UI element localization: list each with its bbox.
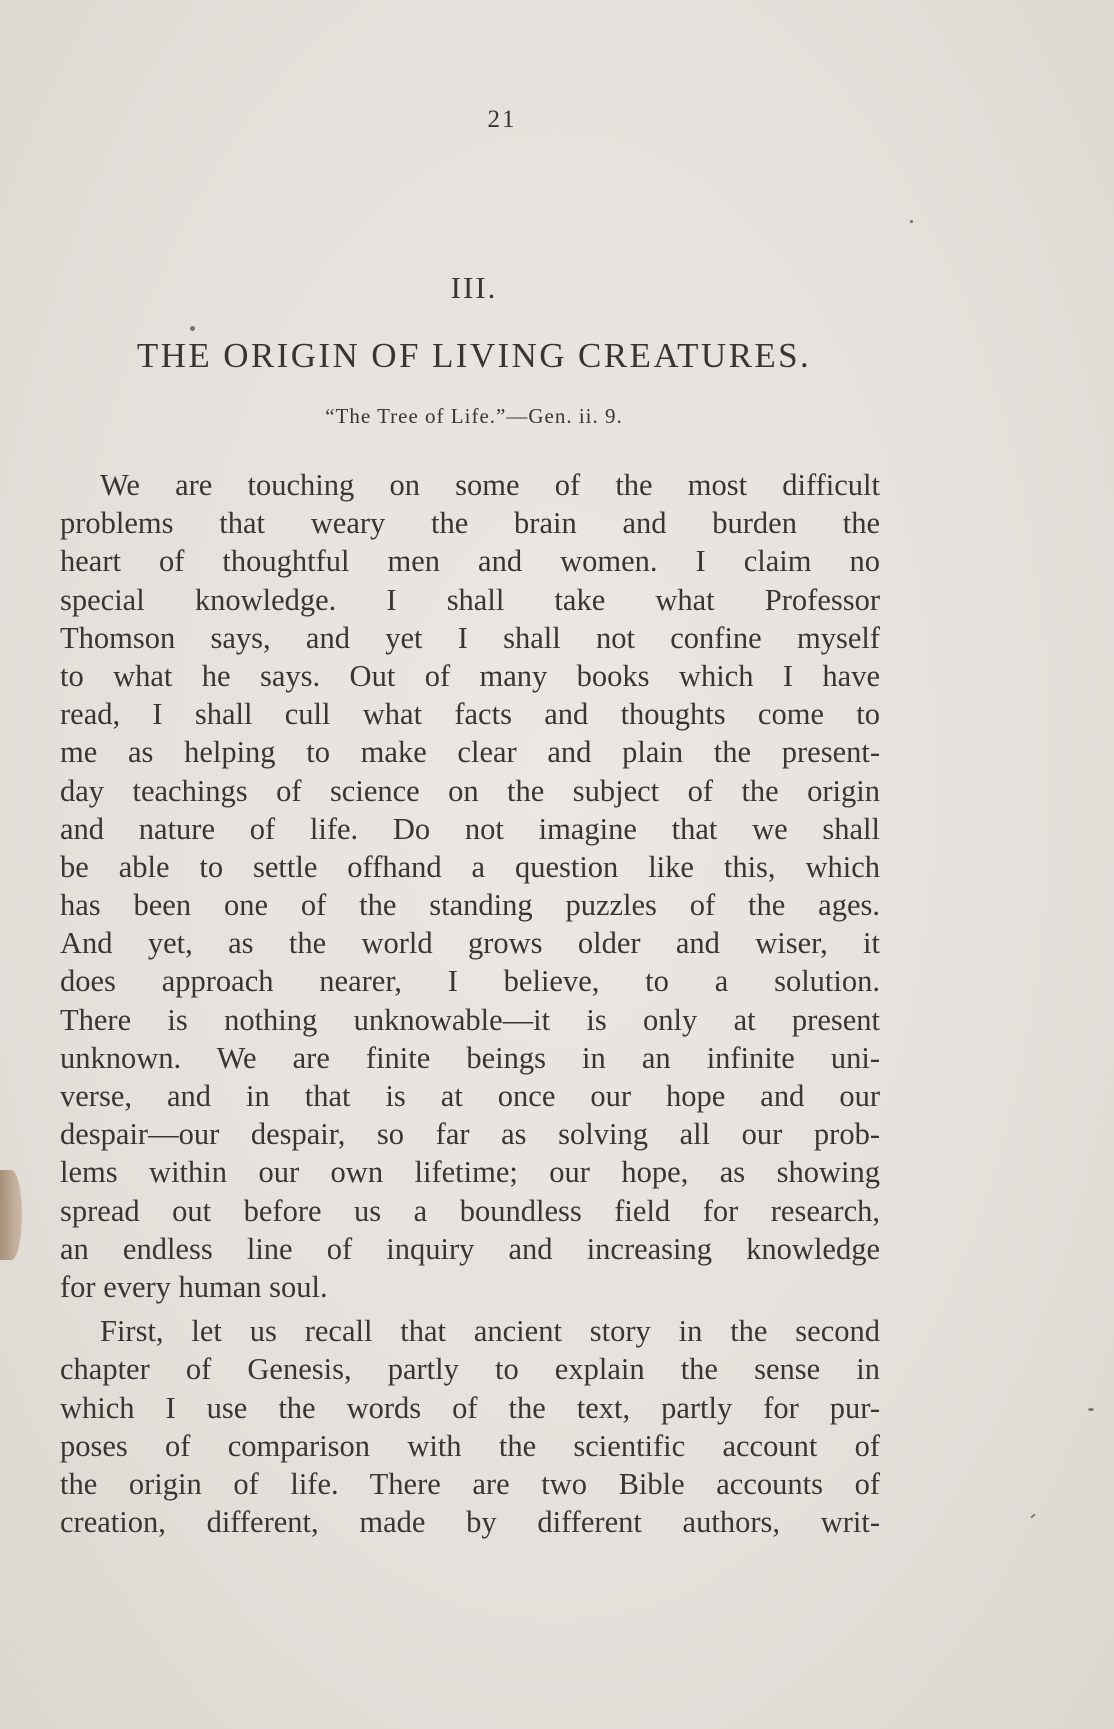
text-line: heart of thoughtful men and women. I claim no — [60, 544, 880, 579]
text-line: There is nothing unknowable—it is only at present — [60, 1002, 880, 1037]
text-line: despair—our despair, so far as solving all our prob- — [60, 1117, 880, 1152]
text-line: special knowledge. I shall take what Professor — [60, 582, 880, 617]
text-line: and nature of life. Do not imagine that we shall — [60, 811, 880, 846]
text-line: day teachings of science on the subject of the origin — [60, 773, 880, 808]
chapter-title: THE ORIGIN OF LIVING CREATURES. — [136, 336, 812, 375]
text-line: poses of comparison with the scientific account of — [60, 1428, 880, 1463]
page-edge-stain — [0, 1170, 22, 1260]
text-line: does approach nearer, I believe, to a solution. — [60, 964, 880, 999]
ink-speck — [1088, 1408, 1094, 1411]
text-line: for every human soul. — [60, 1269, 328, 1304]
text-line: read, I shall cull what facts and thoughts come to — [60, 697, 880, 732]
text-line: creation, different, made by different authors, writ- — [60, 1505, 880, 1540]
text-line: spread out before us a boundless field for research, — [60, 1193, 880, 1228]
text-line: chapter of Genesis, partly to explain the sense in — [60, 1352, 880, 1387]
text-line: me as helping to make clear and plain the present- — [60, 735, 880, 770]
paragraph-2 — [60, 1312, 880, 1541]
ink-speck — [1030, 1513, 1036, 1518]
page-number: 21 — [487, 106, 517, 133]
ink-speck — [910, 220, 913, 223]
body-text — [60, 466, 880, 1541]
chapter-number: III. — [450, 270, 498, 305]
text-line: lems within our own lifetime; our hope, as showing — [60, 1155, 880, 1190]
paragraph-1 — [60, 466, 880, 1306]
show-through-texture — [200, 160, 960, 198]
text-line: unknown. We are finite beings in an infinite uni- — [60, 1040, 880, 1075]
text-line: the origin of life. There are two Bible accounts of — [60, 1466, 880, 1501]
text-line: which I use the words of the text, partly for pur- — [60, 1390, 880, 1425]
chapter-epigraph: “The Tree of Life.”—Gen. ii. 9. — [325, 404, 623, 428]
text-line: problems that weary the brain and burden the — [60, 506, 880, 541]
text-line: verse, and in that is at once our hope and our — [60, 1079, 880, 1113]
text-line: And yet, as the world grows older and wiser, it — [60, 926, 880, 961]
text-line: We are touching on some of the most difficult — [100, 468, 880, 502]
text-line: First, let us recall that ancient story in the second — [100, 1314, 880, 1349]
text-line: has been one of the standing puzzles of the ages. — [60, 888, 880, 923]
text-line: an endless line of inquiry and increasing knowledge — [60, 1231, 880, 1266]
text-line: to what he says. Out of many books which I have — [60, 658, 880, 693]
ink-speck — [190, 326, 195, 331]
text-line: Thomson says, and yet I shall not confine myself — [60, 620, 880, 655]
text-line: be able to settle offhand a question like this, which — [60, 849, 880, 884]
